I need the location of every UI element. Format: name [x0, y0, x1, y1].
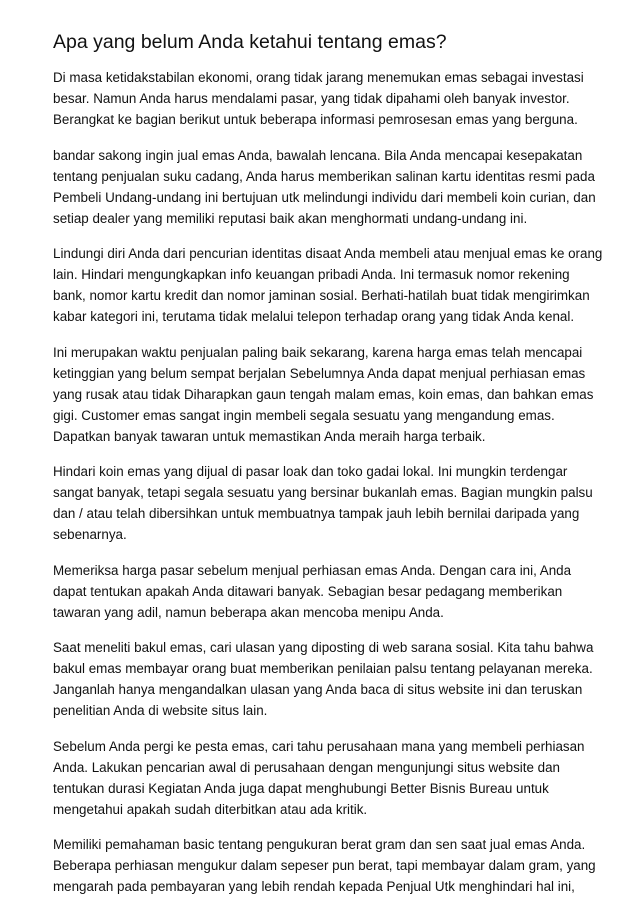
text-line: Lindungi diri Anda dari pencurian identitas disaat Anda membeli atau menjual emas ke orang [53, 246, 603, 261]
text-line: bakul emas membayar orang buat memberikan penilaian palsu tentang pelayanan mereka. [53, 661, 593, 676]
text-line: Beberapa perhiasan mengukur dalam sepeser pun berat, tapi membayar dalam gram, yang [53, 858, 596, 873]
text-line: tentang penjualan suku cadang, Anda harus memberikan salinan kartu identitas resmi pada [53, 168, 595, 184]
text-line: Memeriksa harga pasar sebelum menjual perhiasan emas Anda. Dengan cara ini, Anda [53, 562, 572, 578]
text-line: kabar kategori ini, terutama tidak melalui telepon terhadap orang yang tidak Anda kenal. [53, 309, 575, 324]
text-line: gigi. Customer emas sangat ingin membeli segala sesuatu yang mengandung emas. [53, 407, 555, 423]
text-line: dan / atau telah dibersihkan untuk membuatnya tampak jauh lebih bernilai daripada yang [53, 506, 580, 521]
text-line: bank, nomor kartu kredit dan nomor jaminan sosial. Berhati-hatilah buat tidak mengirimkan [53, 288, 590, 303]
text-line: Ini merupakan waktu penjualan paling baik sekarang, karena harga emas telah mencapai [53, 344, 583, 360]
text-line: Sebelum Anda pergi ke pesta emas, cari tahu perusahaan mana yang membeli perhiasan [53, 738, 585, 754]
text-line: Saat meneliti bakul emas, cari ulasan yang diposting di web sarana sosial. Kita tahu bahwa [53, 640, 594, 655]
text-line: penelitian Anda di website situs lain. [53, 703, 268, 718]
text-line: Berangkat ke bagian berikut untuk beberapa informasi pemrosesan emas yang berguna. [53, 112, 578, 127]
text-line: mengarah pada pembayaran yang lebih rendah kepada Penjual Utk menghindari hal ini, [53, 879, 575, 894]
text-line: tentukan durasi Kegiatan Anda juga dapat menghubungi Better Bisnis Bureau untuk [53, 780, 549, 796]
paragraph-7 [53, 637, 593, 721]
text-line: lain. Hindari mengungkapkan info keuangan pribadi Anda. Ini termasuk nomor rekening [53, 267, 570, 282]
text-line: Memiliki pemahaman basic tentang pengukuran berat gram dan sen saat jual emas Anda. [53, 837, 586, 852]
document-page [53, 30, 603, 912]
text-line: Anda. Lakukan pencarian awal di perusahaan dengan mengunjungi situs website dan [53, 759, 560, 775]
paragraph-5 [53, 461, 593, 545]
text-line: besar. Namun Anda harus mendalami pasar, yang tidak dipahami oleh banyak investor. [53, 91, 570, 106]
paragraph-2 [53, 145, 596, 229]
paragraph-9 [53, 834, 596, 897]
text-line: sebenarnya. [53, 527, 127, 542]
paragraph-8 [53, 736, 593, 820]
text-line: dapat tentukan apakah Anda ditawari banyak. Sebagian besar pedagang memberikan [53, 583, 563, 599]
paragraph-1 [53, 67, 593, 130]
text-line: Janganlah hanya mengandalkan ulasan yang Anda baca di situs website ini dan teruskan [53, 682, 583, 697]
text-line: ketinggian yang belum sempat berjalan Sebelumnya Anda dapat menjual perhiasan emas [53, 365, 586, 381]
text-line: mengetahui apakah sudah diterbitkan atau ada kritik. [53, 801, 368, 817]
text-line: Dapatkan banyak tawaran untuk memastikan Anda meraih harga terbaik. [53, 428, 486, 444]
text-line: Hindari koin emas yang dijual di pasar loak dan toko gadai lokal. Ini mungkin terdengar [53, 464, 568, 479]
text-line: yang rusak atau tidak Diharapkan gaun tengah malam emas, koin emas, dan bahkan emas [53, 386, 594, 402]
text-line: setiap dealer yang memiliki reputasi baik akan menghormati undang-undang ini. [53, 210, 528, 226]
text-line: tawaran yang adil, namun beberapa akan mencoba menipu Anda. [53, 604, 444, 620]
text-line: sangat banyak, tetapi segala sesuatu yang bersinar bukanlah emas. Bagian mungkin palsu [53, 485, 593, 500]
text-line: bandar sakong ingin jual emas Anda, bawalah lencana. Bila Anda mencapai kesepakatan [53, 147, 583, 163]
paragraph-4 [53, 342, 593, 447]
text-line: Pembeli Undang-undang ini bertujuan utk melindungi individu dari membeli koin curian, dan [53, 189, 596, 205]
paragraph-6 [53, 560, 593, 623]
text-line: Di masa ketidakstabilan ekonomi, orang tidak jarang menemukan emas sebagai investasi [53, 70, 584, 85]
paragraph-3 [53, 243, 603, 327]
page-title: Apa yang belum Anda ketahui tentang emas? [53, 31, 447, 53]
